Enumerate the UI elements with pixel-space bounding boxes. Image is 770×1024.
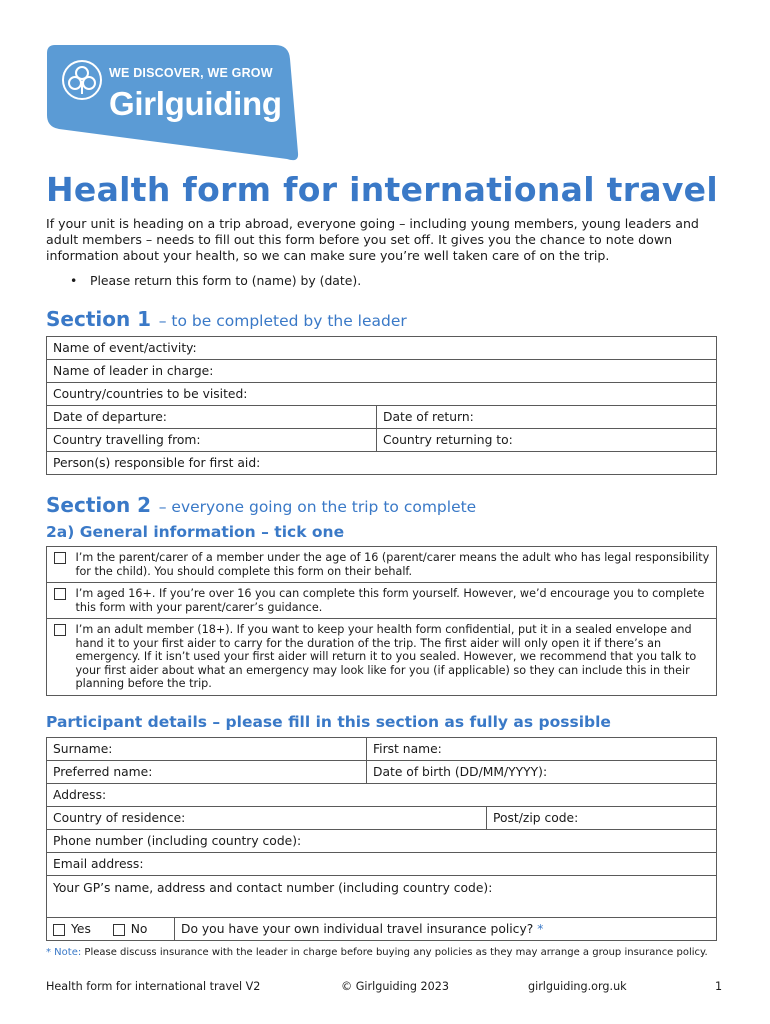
insurance-question: [175, 918, 717, 941]
gp-field[interactable]: Your GP’s name, address and contact number (including country code):: [47, 876, 717, 918]
insurance-note: [46, 947, 708, 958]
insurance-options: [47, 918, 175, 941]
section1-table: [46, 336, 717, 475]
option-16plus-text: I’m aged 16+. If you’re over 16 you can complete this form yourself. However, we’d encourage you to complete this form with your parent/carer’s guidance.: [74, 583, 717, 619]
option-parent-text: I’m the parent/carer of a member under the age of 16 (parent/carer means the adult who has legal responsibility for the child). You should complete this form on their behalf.: [74, 547, 717, 583]
option-adult-checkbox[interactable]: [47, 619, 74, 696]
checkbox-icon: [53, 924, 65, 936]
option-parent-checkbox[interactable]: [47, 547, 74, 583]
event-field[interactable]: Name of event/activity:: [47, 337, 717, 360]
checkbox-icon: [113, 924, 125, 936]
return-instruction-text: Please return this form to (name) by (date).: [90, 273, 362, 288]
first-name-field[interactable]: First name:: [367, 738, 717, 761]
general-info-heading: [46, 523, 344, 541]
leader-field[interactable]: Name of leader in charge:: [47, 360, 717, 383]
travelling-from-field[interactable]: Country travelling from:: [47, 429, 377, 452]
general-info-title: 2a) General information: [46, 523, 256, 541]
general-info-table: [46, 546, 717, 696]
participant-heading: [46, 713, 611, 731]
address-field[interactable]: Address:: [47, 784, 717, 807]
residence-field[interactable]: Country of residence:: [47, 807, 487, 830]
checkbox-icon: [54, 588, 66, 600]
return-date-field[interactable]: Date of return:: [377, 406, 717, 429]
note-text: Please discuss insurance with the leader in charge before buying any policies as they may arrange a group insurance policy.: [84, 947, 708, 958]
note-label: * Note:: [46, 947, 82, 958]
footer-copyright: © Girlguiding 2023: [341, 980, 449, 993]
section1-subtitle: – to be completed by the leader: [158, 312, 407, 330]
girlguiding-logo: [47, 45, 299, 161]
logo-tagline: WE DISCOVER, WE GROW: [109, 66, 273, 80]
section2-heading: [46, 490, 476, 518]
insurance-note-marker: *: [537, 922, 544, 936]
section1-label: Section 1: [46, 307, 152, 331]
participant-hint: – please fill in this section as fully as possible: [212, 713, 611, 731]
surname-field[interactable]: Surname:: [47, 738, 367, 761]
footer-website: girlguiding.org.uk: [528, 980, 627, 993]
email-field[interactable]: Email address:: [47, 853, 717, 876]
no-label: No: [130, 922, 148, 936]
section2-subtitle: – everyone going on the trip to complete: [158, 498, 477, 516]
logo-brand: Girlguiding: [109, 85, 282, 122]
section1-heading: [46, 304, 407, 332]
preferred-name-field[interactable]: Preferred name:: [47, 761, 367, 784]
page-title: Health form for international travel: [46, 170, 718, 209]
departure-date-field[interactable]: Date of departure:: [47, 406, 377, 429]
insurance-yes-option[interactable]: [53, 922, 91, 936]
first-aid-field[interactable]: Person(s) responsible for first aid:: [47, 452, 717, 475]
footer-page-number: 1: [715, 980, 723, 993]
general-info-hint: – tick one: [261, 523, 345, 541]
option-adult-text: I’m an adult member (18+). If you want to keep your health form confidential, put it in a sealed envelope and hand it to your first aider to carry for the duration of the trip. The first aider will only open it if there’s an emergency. If it isn’t used your first aider will return it to you sealed. However, we recommend that you talk to your first aider about what an emergency may look like for you (if applicable) so they can include this in their planning before the trip.: [74, 619, 717, 696]
insurance-no-option[interactable]: [113, 922, 148, 936]
intro-text: If your unit is heading on a trip abroad, everyone going – including young members, young leaders and adult members – needs to fill out this form before you set off. It gives you the chance to note down information about your health, so we can make sure you’re well taken care of on the trip.: [46, 216, 699, 263]
checkbox-icon: [54, 624, 66, 636]
countries-field[interactable]: Country/countries to be visited:: [47, 383, 717, 406]
yes-label: Yes: [71, 922, 91, 936]
checkbox-icon: [54, 552, 66, 564]
participant-title: Participant details: [46, 713, 207, 731]
insurance-question-text: Do you have your own individual travel insurance policy?: [181, 922, 534, 936]
phone-field[interactable]: Phone number (including country code):: [47, 830, 717, 853]
return-instruction: [70, 273, 361, 288]
section2-label: Section 2: [46, 493, 152, 517]
trefoil-icon: [61, 59, 103, 101]
footer-doc-title: Health form for international travel V2: [46, 980, 261, 993]
participant-table: [46, 737, 717, 941]
postcode-field[interactable]: Post/zip code:: [487, 807, 717, 830]
dob-field[interactable]: Date of birth (DD/MM/YYYY):: [367, 761, 717, 784]
option-16plus-checkbox[interactable]: [47, 583, 74, 619]
bullet-icon: •: [70, 273, 78, 288]
returning-to-field[interactable]: Country returning to:: [377, 429, 717, 452]
